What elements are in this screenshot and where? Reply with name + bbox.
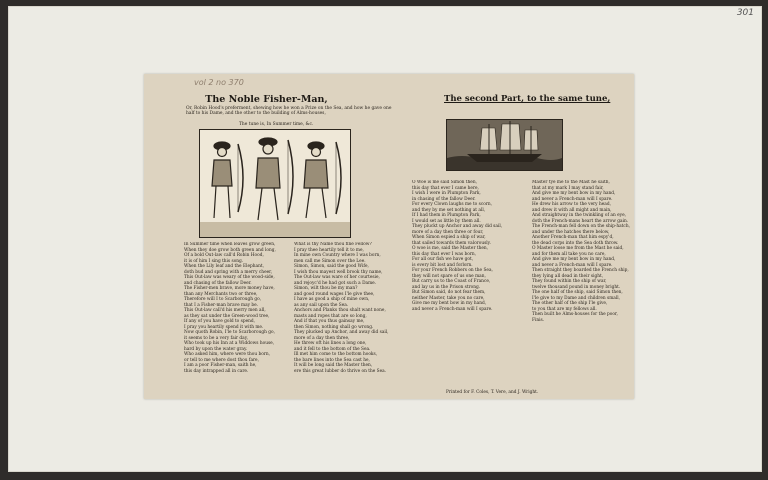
verse-line: neither Master, take you no care, xyxy=(412,295,485,301)
verse-line: it seems to be a very fair day, xyxy=(184,335,248,341)
verse-line: And give me my bent bow in my hand, xyxy=(532,257,616,262)
ballad-title: The Noble Fisher-Man, xyxy=(205,94,328,105)
verse-line: The other half of the ship I'le give, xyxy=(532,301,608,306)
verse-line: But Simon said, do not fear them, xyxy=(412,290,486,295)
verse-line: When Simon espied a ship of war, xyxy=(412,235,486,240)
verse-line: Anchors and Planks thou shalt want none, xyxy=(294,308,386,313)
verse-line: The Fisher-men brave, more money have, xyxy=(184,286,275,291)
verse-line: Who asked him, where were thou born, xyxy=(184,352,270,357)
verse-line: hard by upon the water gray. xyxy=(184,346,248,352)
verse-line: When the Lily leaf and the Elephant, xyxy=(184,264,264,269)
verse-line: Finis. xyxy=(532,317,545,323)
verse-line: The Out-law was ware of her courtesie, xyxy=(294,275,380,280)
verse-line: For all our fish we have got, xyxy=(412,257,474,262)
verse-line: they will not spare of us one man, xyxy=(412,273,486,279)
verse-line: It will be long said the Master then, xyxy=(294,363,373,368)
verse-line: this day that ever I was born, xyxy=(412,251,477,257)
verse-line: This Out-law was weary of the wood-side, xyxy=(184,275,275,280)
verse-line: this day that ever I came here, xyxy=(412,185,479,191)
verse-line: What is thy Name thou fine Fellow? xyxy=(294,242,372,247)
verse-line: If any of you have gold to spend, xyxy=(184,319,256,324)
verse-line: I am a poor Fisher-man, saith he, xyxy=(184,363,257,368)
verse-line: doth the French-mans heart the arrow gain. xyxy=(532,218,629,224)
verse-line: He drew his arrow to the very head, xyxy=(532,202,611,207)
verse-line: is every bit lost and forlorn. xyxy=(412,262,473,268)
mount-board xyxy=(8,6,762,472)
verse-line: men call me Simon over the Lee. xyxy=(294,258,366,264)
verse-line: They pluckt up Anchor and away did sail, xyxy=(412,224,503,229)
verse-line: Simon, wilt thou be my man? xyxy=(294,286,358,291)
verse-line: I pray you heartily spend it with me. xyxy=(184,324,264,330)
broadside-sheet xyxy=(144,74,634,399)
verse-line: O Master loose me from the Mast he said, xyxy=(532,246,624,251)
verse-line: and for them all take you no care, xyxy=(532,251,606,257)
verse-line: Give me my bent bow in my hand, xyxy=(412,301,487,306)
verse-line: And give me my bent bow in my hand, xyxy=(532,191,616,196)
verse-line: I would set as little by them all. xyxy=(412,218,481,224)
verse-line: O Woe is me said Simon then, xyxy=(412,180,477,185)
verse-line: Master tye me to the Mast he saith, xyxy=(532,180,610,185)
verse-line: In Summer time when leaves grow green, xyxy=(184,242,276,247)
manuscript-note: vol 2 no 370 xyxy=(194,78,244,87)
verse-line: He threw oft his lines a long one, xyxy=(294,341,367,346)
verse-line: This Out-law call'd his merry men all, xyxy=(184,308,266,313)
verse-line: more of a day then three or four, xyxy=(412,229,484,235)
verse-line: and lay us in the Prison strong. xyxy=(412,284,481,290)
verse-line: Then built he Alms-houses for the poor, xyxy=(532,312,618,317)
verse-line: then Simon, nothing shall go wrong. xyxy=(294,324,374,330)
verse-line: and rejoyc'd he had got such a Dame. xyxy=(294,280,377,286)
verse-line: and drew it with all might and main, xyxy=(532,207,612,213)
verse-line: For every Clown laughs me to scorn, xyxy=(412,202,493,207)
verse-line: Ill met him come to the bottom hooks, xyxy=(294,352,378,357)
tune-line: The tune is, In Summer time, &c. xyxy=(239,122,314,127)
verse-line: I pray thee heartily tell it to me, xyxy=(294,247,364,253)
text-column-3 xyxy=(412,180,527,312)
verse-line: The one half of the ship, said Simon then, xyxy=(532,290,623,295)
verse-line: O woe is me, said the Master then, xyxy=(412,246,489,251)
imprint-line: Printed for F. Coles, T. Vere, and J. Wright. xyxy=(446,390,539,395)
verse-line: and never a French-man will I spare. xyxy=(532,262,613,268)
verse-line: I wish thou mayest well brook thy name, xyxy=(294,269,383,275)
verse-line: I wish I were in Plumpton Park, xyxy=(412,191,481,196)
verse-line: When they doe grow both green and long, xyxy=(184,247,276,253)
verse-line: twelve thousand pound in money bright. xyxy=(532,284,621,290)
verse-line: The French-man fell down on the ship-hatch, xyxy=(532,224,630,229)
verse-line: They found within the ship of war, xyxy=(532,279,607,284)
verse-line: ere this great lubber do thrive on the Sea. xyxy=(294,368,387,374)
verse-line: that I a Fisher-man brave may be. xyxy=(184,302,259,308)
archers-woodcut xyxy=(199,129,351,238)
verse-line: Who took up his Inn at a Widdows house, xyxy=(184,341,275,346)
verse-line: this day intrapped all in care. xyxy=(184,368,249,374)
verse-line: they lying all dead in their sight, xyxy=(532,273,604,279)
text-column-4 xyxy=(532,180,634,323)
verse-line: than any Merchants two or three, xyxy=(184,291,258,297)
verse-line: Therefore will I to Scarborough go, xyxy=(184,297,262,302)
verse-line: And if that you thus gainsay me, xyxy=(294,319,365,324)
text-column-1 xyxy=(184,242,289,374)
verse-line: and never a French-man will I spare. xyxy=(412,306,493,312)
verse-line: and good round wages I'le give thee, xyxy=(294,291,375,297)
verse-line: or tell to me where dost thou fare, xyxy=(184,357,259,363)
verse-line: the bare lines into the Sea cast he, xyxy=(294,357,370,363)
verse-line: masts and ropes that are so long, xyxy=(294,313,367,319)
verse-line: and they by me set nothing at all, xyxy=(412,207,486,213)
verse-line: They plucked up Anchor, and away did sail, xyxy=(294,330,389,335)
verse-line: and chasing of the fallow Deer. xyxy=(184,280,252,286)
verse-line: In mine own Country where I was born, xyxy=(294,253,381,258)
verse-line: And straightway in the twinkling of an eye, xyxy=(532,213,626,218)
verse-line: For your French Robbers on the Sea, xyxy=(412,268,493,273)
ballad-subtitle: Or, Robin Hood's preferment, shewing how he won a Prize on the Sea, and how he gave one half to his Dame, and the other to the building of Alms-houses, xyxy=(186,106,392,117)
folio-number: 301 xyxy=(736,8,754,18)
verse-line: If I had them in Plumpton Park, xyxy=(412,213,481,218)
verse-line: to you that are my fellows all. xyxy=(532,306,597,312)
text-column-2 xyxy=(294,242,389,374)
ship-woodcut xyxy=(446,119,563,171)
verse-line: But carry us to the Coast of France, xyxy=(412,279,491,284)
verse-line: doth bud and spring with a merry cheer, xyxy=(184,269,273,275)
verse-line: Now quoth Robin, I'le to Scarborough go, xyxy=(184,330,275,335)
second-part-title: The second Part, to the same tune, xyxy=(444,94,611,104)
verse-line: as any sail upon the Sea. xyxy=(294,302,349,308)
verse-line: Simon, Simon, said the good Wife, xyxy=(294,264,369,269)
verse-line: Of a bold Out-law call'd Robin Hood, xyxy=(184,253,264,258)
verse-line: Then straight they boarded the French ship, xyxy=(532,268,629,273)
verse-line: that at my mark I may stand fair, xyxy=(532,185,604,191)
verse-line: and it fell to the bottom of the Sea. xyxy=(294,346,371,352)
verse-line: I have as good a ship of mine own, xyxy=(294,297,370,302)
verse-line: and under the hatches there below, xyxy=(532,229,610,235)
verse-line: more of a day then three, xyxy=(294,335,350,341)
verse-line: and never a French-man will I spare. xyxy=(532,196,613,202)
verse-line: the dead corps into the Sea doth throw. xyxy=(532,240,619,246)
verse-line: that sailed towards them valorously. xyxy=(412,240,491,246)
verse-line: Another French-man that him espy'd, xyxy=(532,235,614,240)
verse-line: as they sat under the Green-wood tree, xyxy=(184,313,270,319)
verse-line: I'le give to my Dame and children small, xyxy=(532,295,620,301)
verse-line: it is of him I sing this song. xyxy=(184,258,244,264)
verse-line: in chasing of the fallow Deer. xyxy=(412,196,476,202)
